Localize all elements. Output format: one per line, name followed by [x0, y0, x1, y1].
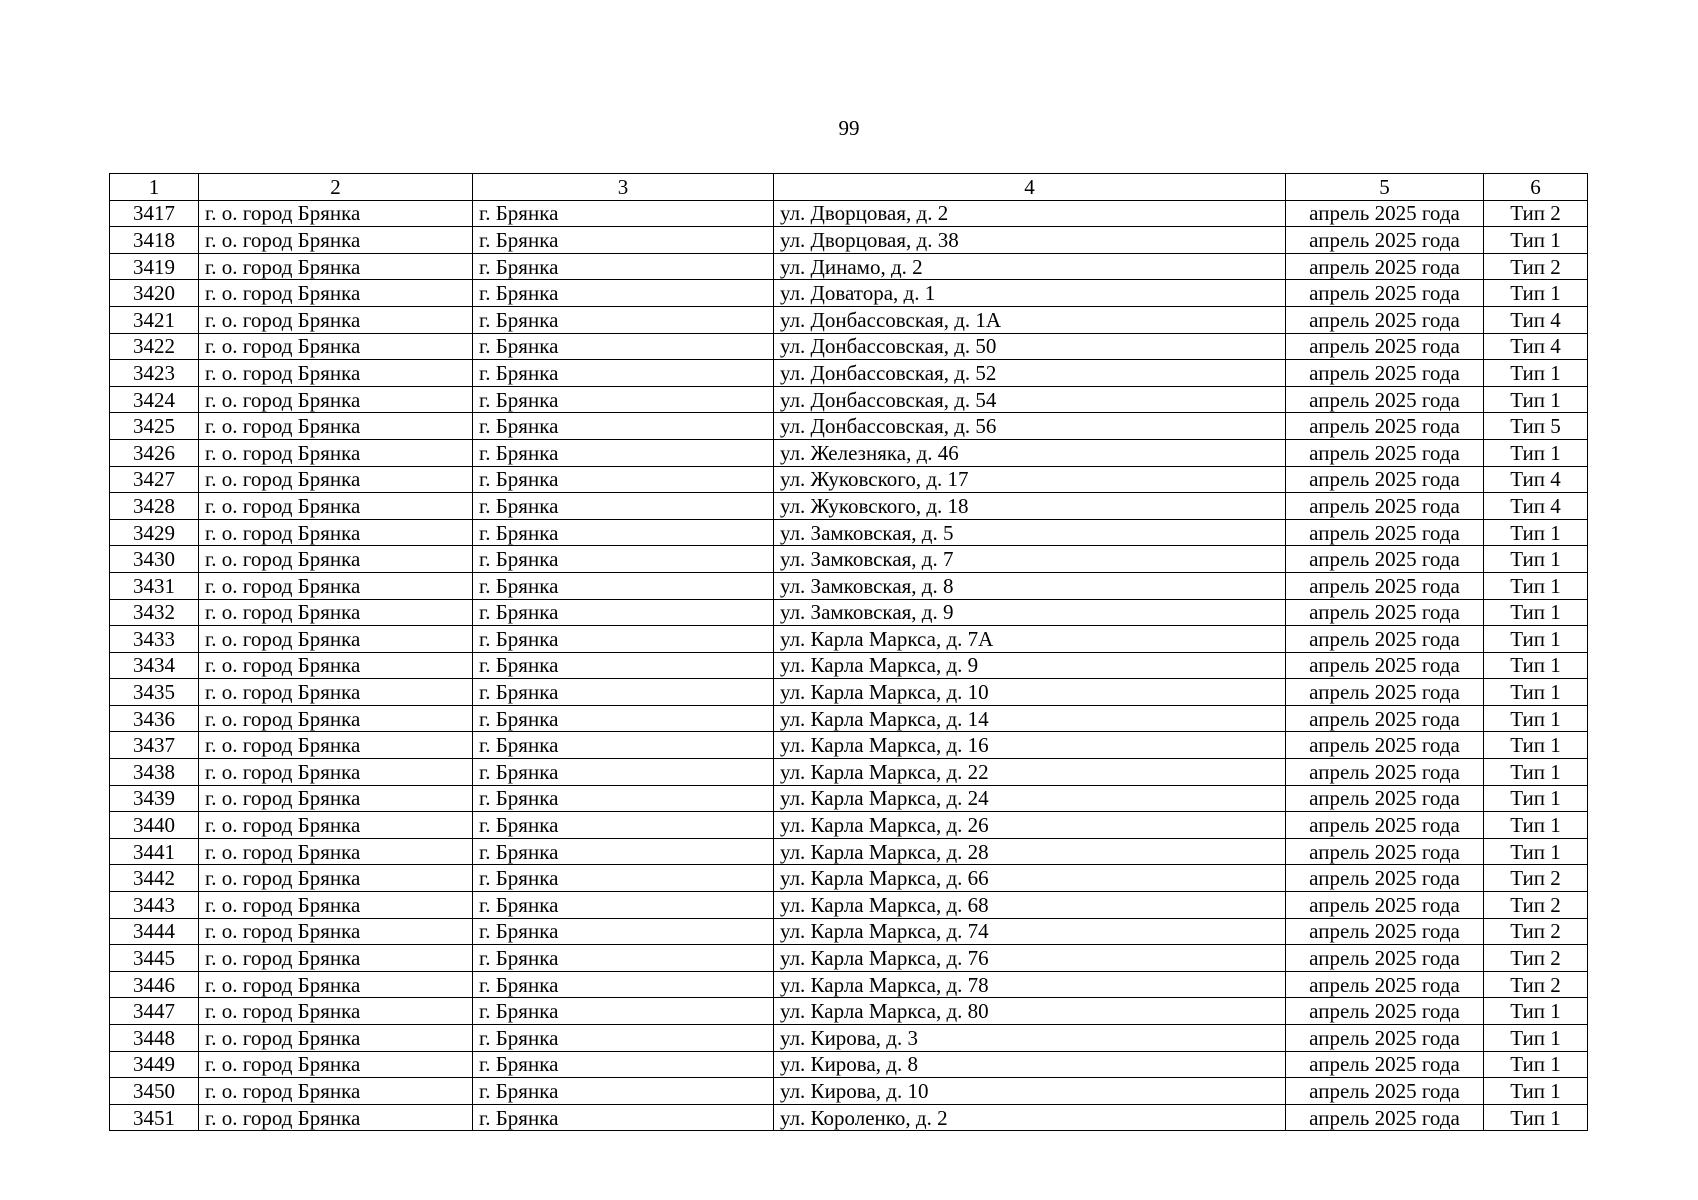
- table-row: [110, 785, 1588, 812]
- table-row: [110, 838, 1588, 865]
- date-cell: апрель 2025 года: [1286, 200, 1484, 227]
- date-cell: апрель 2025 года: [1286, 439, 1484, 466]
- table-body: [110, 174, 1588, 1131]
- district-cell: г. о. город Брянка: [199, 599, 473, 626]
- header-cell-3: 3: [473, 174, 774, 201]
- locality-cell: г. Брянка: [473, 413, 774, 440]
- table-row: [110, 333, 1588, 360]
- date-cell: апрель 2025 года: [1286, 759, 1484, 786]
- district-cell: г. о. город Брянка: [199, 785, 473, 812]
- locality-cell: г. Брянка: [473, 386, 774, 413]
- table-row: [110, 599, 1588, 626]
- district-cell: г. о. город Брянка: [199, 732, 473, 759]
- date-cell: апрель 2025 года: [1286, 705, 1484, 732]
- table-row: [110, 306, 1588, 333]
- type-cell: Тип 4: [1484, 333, 1588, 360]
- address-cell: ул. Донбассовская, д. 1А: [774, 306, 1286, 333]
- table-row: [110, 732, 1588, 759]
- locality-cell: г. Брянка: [473, 360, 774, 387]
- table-row: [110, 1104, 1588, 1131]
- row-number-cell: 3437: [110, 732, 199, 759]
- locality-cell: г. Брянка: [473, 1104, 774, 1131]
- type-cell: Тип 1: [1484, 838, 1588, 865]
- table-row: [110, 1078, 1588, 1105]
- row-number-cell: 3424: [110, 386, 199, 413]
- district-cell: г. о. город Брянка: [199, 253, 473, 280]
- header-cell-4: 4: [774, 174, 1286, 201]
- date-cell: апрель 2025 года: [1286, 865, 1484, 892]
- table-row: [110, 439, 1588, 466]
- address-cell: ул. Короленко, д. 2: [774, 1104, 1286, 1131]
- district-cell: г. о. город Брянка: [199, 386, 473, 413]
- district-cell: г. о. город Брянка: [199, 626, 473, 653]
- type-cell: Тип 1: [1484, 360, 1588, 387]
- address-cell: ул. Донбассовская, д. 50: [774, 333, 1286, 360]
- date-cell: апрель 2025 года: [1286, 626, 1484, 653]
- type-cell: Тип 4: [1484, 306, 1588, 333]
- address-cell: ул. Карла Маркса, д. 10: [774, 679, 1286, 706]
- locality-cell: г. Брянка: [473, 626, 774, 653]
- table-row: [110, 705, 1588, 732]
- locality-cell: г. Брянка: [473, 945, 774, 972]
- row-number-cell: 3439: [110, 785, 199, 812]
- date-cell: апрель 2025 года: [1286, 838, 1484, 865]
- table-row: [110, 519, 1588, 546]
- table-row: [110, 812, 1588, 839]
- locality-cell: г. Брянка: [473, 306, 774, 333]
- row-number-cell: 3448: [110, 1025, 199, 1052]
- locality-cell: г. Брянка: [473, 519, 774, 546]
- date-cell: апрель 2025 года: [1286, 785, 1484, 812]
- table-row: [110, 1025, 1588, 1052]
- row-number-cell: 3451: [110, 1104, 199, 1131]
- table-row: [110, 253, 1588, 280]
- address-cell: ул. Карла Маркса, д. 78: [774, 971, 1286, 998]
- district-cell: г. о. город Брянка: [199, 413, 473, 440]
- district-cell: г. о. город Брянка: [199, 466, 473, 493]
- address-cell: ул. Дворцовая, д. 38: [774, 227, 1286, 254]
- date-cell: апрель 2025 года: [1286, 1025, 1484, 1052]
- address-cell: ул. Динамо, д. 2: [774, 253, 1286, 280]
- table-row: [110, 652, 1588, 679]
- address-cell: ул. Карла Маркса, д. 14: [774, 705, 1286, 732]
- locality-cell: г. Брянка: [473, 546, 774, 573]
- date-cell: апрель 2025 года: [1286, 572, 1484, 599]
- table-row: [110, 626, 1588, 653]
- row-number-cell: 3432: [110, 599, 199, 626]
- address-cell: ул. Карла Маркса, д. 66: [774, 865, 1286, 892]
- district-cell: г. о. город Брянка: [199, 865, 473, 892]
- table-row: [110, 1051, 1588, 1078]
- row-number-cell: 3419: [110, 253, 199, 280]
- table-row: [110, 759, 1588, 786]
- type-cell: Тип 1: [1484, 785, 1588, 812]
- row-number-cell: 3444: [110, 918, 199, 945]
- type-cell: Тип 1: [1484, 227, 1588, 254]
- date-cell: апрель 2025 года: [1286, 466, 1484, 493]
- row-number-cell: 3420: [110, 280, 199, 307]
- locality-cell: г. Брянка: [473, 812, 774, 839]
- date-cell: апрель 2025 года: [1286, 306, 1484, 333]
- row-number-cell: 3428: [110, 493, 199, 520]
- locality-cell: г. Брянка: [473, 333, 774, 360]
- header-cell-1: 1: [110, 174, 199, 201]
- table-row: [110, 945, 1588, 972]
- locality-cell: г. Брянка: [473, 998, 774, 1025]
- date-cell: апрель 2025 года: [1286, 227, 1484, 254]
- row-number-cell: 3430: [110, 546, 199, 573]
- table-row: [110, 466, 1588, 493]
- registry-table: [109, 173, 1588, 1131]
- locality-cell: г. Брянка: [473, 493, 774, 520]
- type-cell: Тип 2: [1484, 865, 1588, 892]
- address-cell: ул. Жуковского, д. 17: [774, 466, 1286, 493]
- district-cell: г. о. город Брянка: [199, 1051, 473, 1078]
- row-number-cell: 3422: [110, 333, 199, 360]
- row-number-cell: 3438: [110, 759, 199, 786]
- type-cell: Тип 1: [1484, 386, 1588, 413]
- type-cell: Тип 1: [1484, 546, 1588, 573]
- table-row: [110, 918, 1588, 945]
- district-cell: г. о. город Брянка: [199, 280, 473, 307]
- row-number-cell: 3450: [110, 1078, 199, 1105]
- address-cell: ул. Карла Маркса, д. 22: [774, 759, 1286, 786]
- row-number-cell: 3435: [110, 679, 199, 706]
- row-number-cell: 3436: [110, 705, 199, 732]
- row-number-cell: 3446: [110, 971, 199, 998]
- table-row: [110, 998, 1588, 1025]
- date-cell: апрель 2025 года: [1286, 280, 1484, 307]
- header-cell-2: 2: [199, 174, 473, 201]
- type-cell: Тип 1: [1484, 1104, 1588, 1131]
- row-number-cell: 3434: [110, 652, 199, 679]
- type-cell: Тип 1: [1484, 652, 1588, 679]
- type-cell: Тип 5: [1484, 413, 1588, 440]
- address-cell: ул. Донбассовская, д. 54: [774, 386, 1286, 413]
- date-cell: апрель 2025 года: [1286, 546, 1484, 573]
- address-cell: ул. Карла Маркса, д. 9: [774, 652, 1286, 679]
- address-cell: ул. Кирова, д. 10: [774, 1078, 1286, 1105]
- address-cell: ул. Донбассовская, д. 52: [774, 360, 1286, 387]
- district-cell: г. о. город Брянка: [199, 546, 473, 573]
- locality-cell: г. Брянка: [473, 1025, 774, 1052]
- row-number-cell: 3421: [110, 306, 199, 333]
- row-number-cell: 3429: [110, 519, 199, 546]
- type-cell: Тип 1: [1484, 626, 1588, 653]
- table-row: [110, 892, 1588, 919]
- date-cell: апрель 2025 года: [1286, 599, 1484, 626]
- date-cell: апрель 2025 года: [1286, 918, 1484, 945]
- district-cell: г. о. город Брянка: [199, 971, 473, 998]
- address-cell: ул. Дворцовая, д. 2: [774, 200, 1286, 227]
- address-cell: ул. Карла Маркса, д. 16: [774, 732, 1286, 759]
- type-cell: Тип 1: [1484, 812, 1588, 839]
- district-cell: г. о. город Брянка: [199, 945, 473, 972]
- table-row: [110, 865, 1588, 892]
- row-number-cell: 3426: [110, 439, 199, 466]
- district-cell: г. о. город Брянка: [199, 333, 473, 360]
- date-cell: апрель 2025 года: [1286, 732, 1484, 759]
- date-cell: апрель 2025 года: [1286, 493, 1484, 520]
- address-cell: ул. Замковская, д. 7: [774, 546, 1286, 573]
- district-cell: г. о. город Брянка: [199, 306, 473, 333]
- table-row: [110, 546, 1588, 573]
- type-cell: Тип 1: [1484, 519, 1588, 546]
- row-number-cell: 3427: [110, 466, 199, 493]
- locality-cell: г. Брянка: [473, 785, 774, 812]
- row-number-cell: 3443: [110, 892, 199, 919]
- locality-cell: г. Брянка: [473, 466, 774, 493]
- date-cell: апрель 2025 года: [1286, 333, 1484, 360]
- address-cell: ул. Карла Маркса, д. 76: [774, 945, 1286, 972]
- type-cell: Тип 4: [1484, 493, 1588, 520]
- district-cell: г. о. город Брянка: [199, 227, 473, 254]
- type-cell: Тип 1: [1484, 679, 1588, 706]
- row-number-cell: 3447: [110, 998, 199, 1025]
- date-cell: апрель 2025 года: [1286, 679, 1484, 706]
- table-row: [110, 386, 1588, 413]
- type-cell: Тип 1: [1484, 280, 1588, 307]
- date-cell: апрель 2025 года: [1286, 971, 1484, 998]
- locality-cell: г. Брянка: [473, 1078, 774, 1105]
- type-cell: Тип 1: [1484, 998, 1588, 1025]
- date-cell: апрель 2025 года: [1286, 812, 1484, 839]
- date-cell: апрель 2025 года: [1286, 945, 1484, 972]
- district-cell: г. о. город Брянка: [199, 705, 473, 732]
- locality-cell: г. Брянка: [473, 572, 774, 599]
- district-cell: г. о. город Брянка: [199, 1025, 473, 1052]
- locality-cell: г. Брянка: [473, 679, 774, 706]
- district-cell: г. о. город Брянка: [199, 360, 473, 387]
- type-cell: Тип 1: [1484, 1078, 1588, 1105]
- address-cell: ул. Кирова, д. 3: [774, 1025, 1286, 1052]
- district-cell: г. о. город Брянка: [199, 838, 473, 865]
- row-number-cell: 3423: [110, 360, 199, 387]
- locality-cell: г. Брянка: [473, 759, 774, 786]
- locality-cell: г. Брянка: [473, 253, 774, 280]
- date-cell: апрель 2025 года: [1286, 253, 1484, 280]
- district-cell: г. о. город Брянка: [199, 519, 473, 546]
- address-cell: ул. Карла Маркса, д. 28: [774, 838, 1286, 865]
- type-cell: Тип 1: [1484, 439, 1588, 466]
- district-cell: г. о. город Брянка: [199, 1078, 473, 1105]
- address-cell: ул. Железняка, д. 46: [774, 439, 1286, 466]
- table-row: [110, 572, 1588, 599]
- table-row: [110, 971, 1588, 998]
- table-row: [110, 360, 1588, 387]
- table-row: [110, 413, 1588, 440]
- row-number-cell: 3431: [110, 572, 199, 599]
- date-cell: апрель 2025 года: [1286, 1078, 1484, 1105]
- address-cell: ул. Доватора, д. 1: [774, 280, 1286, 307]
- type-cell: Тип 1: [1484, 759, 1588, 786]
- locality-cell: г. Брянка: [473, 705, 774, 732]
- table-row: [110, 493, 1588, 520]
- locality-cell: г. Брянка: [473, 732, 774, 759]
- row-number-cell: 3425: [110, 413, 199, 440]
- district-cell: г. о. город Брянка: [199, 572, 473, 599]
- type-cell: Тип 2: [1484, 253, 1588, 280]
- address-cell: ул. Карла Маркса, д. 68: [774, 892, 1286, 919]
- district-cell: г. о. город Брянка: [199, 439, 473, 466]
- table-row: [110, 679, 1588, 706]
- date-cell: апрель 2025 года: [1286, 386, 1484, 413]
- address-cell: ул. Карла Маркса, д. 74: [774, 918, 1286, 945]
- row-number-cell: 3442: [110, 865, 199, 892]
- district-cell: г. о. город Брянка: [199, 812, 473, 839]
- locality-cell: г. Брянка: [473, 865, 774, 892]
- date-cell: апрель 2025 года: [1286, 1104, 1484, 1131]
- table-row: [110, 200, 1588, 227]
- header-cell-6: 6: [1484, 174, 1588, 201]
- locality-cell: г. Брянка: [473, 280, 774, 307]
- district-cell: г. о. город Брянка: [199, 918, 473, 945]
- row-number-cell: 3440: [110, 812, 199, 839]
- row-number-cell: 3418: [110, 227, 199, 254]
- type-cell: Тип 1: [1484, 1025, 1588, 1052]
- row-number-cell: 3449: [110, 1051, 199, 1078]
- row-number-cell: 3441: [110, 838, 199, 865]
- type-cell: Тип 2: [1484, 945, 1588, 972]
- locality-cell: г. Брянка: [473, 892, 774, 919]
- locality-cell: г. Брянка: [473, 439, 774, 466]
- locality-cell: г. Брянка: [473, 599, 774, 626]
- type-cell: Тип 2: [1484, 200, 1588, 227]
- locality-cell: г. Брянка: [473, 1051, 774, 1078]
- district-cell: г. о. город Брянка: [199, 679, 473, 706]
- address-cell: ул. Карла Маркса, д. 80: [774, 998, 1286, 1025]
- page-number: 99: [838, 116, 860, 140]
- table-header-row: [110, 174, 1588, 201]
- district-cell: г. о. город Брянка: [199, 200, 473, 227]
- table-row: [110, 280, 1588, 307]
- address-cell: ул. Замковская, д. 5: [774, 519, 1286, 546]
- district-cell: г. о. город Брянка: [199, 892, 473, 919]
- type-cell: Тип 1: [1484, 599, 1588, 626]
- date-cell: апрель 2025 года: [1286, 652, 1484, 679]
- address-cell: ул. Карла Маркса, д. 7А: [774, 626, 1286, 653]
- locality-cell: г. Брянка: [473, 227, 774, 254]
- address-cell: ул. Кирова, д. 8: [774, 1051, 1286, 1078]
- date-cell: апрель 2025 года: [1286, 519, 1484, 546]
- date-cell: апрель 2025 года: [1286, 360, 1484, 387]
- date-cell: апрель 2025 года: [1286, 1051, 1484, 1078]
- type-cell: Тип 1: [1484, 732, 1588, 759]
- table-row: [110, 227, 1588, 254]
- locality-cell: г. Брянка: [473, 918, 774, 945]
- address-cell: ул. Карла Маркса, д. 26: [774, 812, 1286, 839]
- district-cell: г. о. город Брянка: [199, 759, 473, 786]
- address-cell: ул. Донбассовская, д. 56: [774, 413, 1286, 440]
- header-cell-5: 5: [1286, 174, 1484, 201]
- district-cell: г. о. город Брянка: [199, 493, 473, 520]
- district-cell: г. о. город Брянка: [199, 1104, 473, 1131]
- row-number-cell: 3417: [110, 200, 199, 227]
- type-cell: Тип 1: [1484, 572, 1588, 599]
- type-cell: Тип 4: [1484, 466, 1588, 493]
- row-number-cell: 3445: [110, 945, 199, 972]
- address-cell: ул. Замковская, д. 9: [774, 599, 1286, 626]
- address-cell: ул. Карла Маркса, д. 24: [774, 785, 1286, 812]
- date-cell: апрель 2025 года: [1286, 998, 1484, 1025]
- locality-cell: г. Брянка: [473, 838, 774, 865]
- locality-cell: г. Брянка: [473, 200, 774, 227]
- type-cell: Тип 1: [1484, 705, 1588, 732]
- district-cell: г. о. город Брянка: [199, 652, 473, 679]
- address-cell: ул. Жуковского, д. 18: [774, 493, 1286, 520]
- type-cell: Тип 1: [1484, 1051, 1588, 1078]
- type-cell: Тип 2: [1484, 918, 1588, 945]
- address-cell: ул. Замковская, д. 8: [774, 572, 1286, 599]
- type-cell: Тип 2: [1484, 971, 1588, 998]
- type-cell: Тип 2: [1484, 892, 1588, 919]
- date-cell: апрель 2025 года: [1286, 413, 1484, 440]
- locality-cell: г. Брянка: [473, 652, 774, 679]
- date-cell: апрель 2025 года: [1286, 892, 1484, 919]
- locality-cell: г. Брянка: [473, 971, 774, 998]
- row-number-cell: 3433: [110, 626, 199, 653]
- district-cell: г. о. город Брянка: [199, 998, 473, 1025]
